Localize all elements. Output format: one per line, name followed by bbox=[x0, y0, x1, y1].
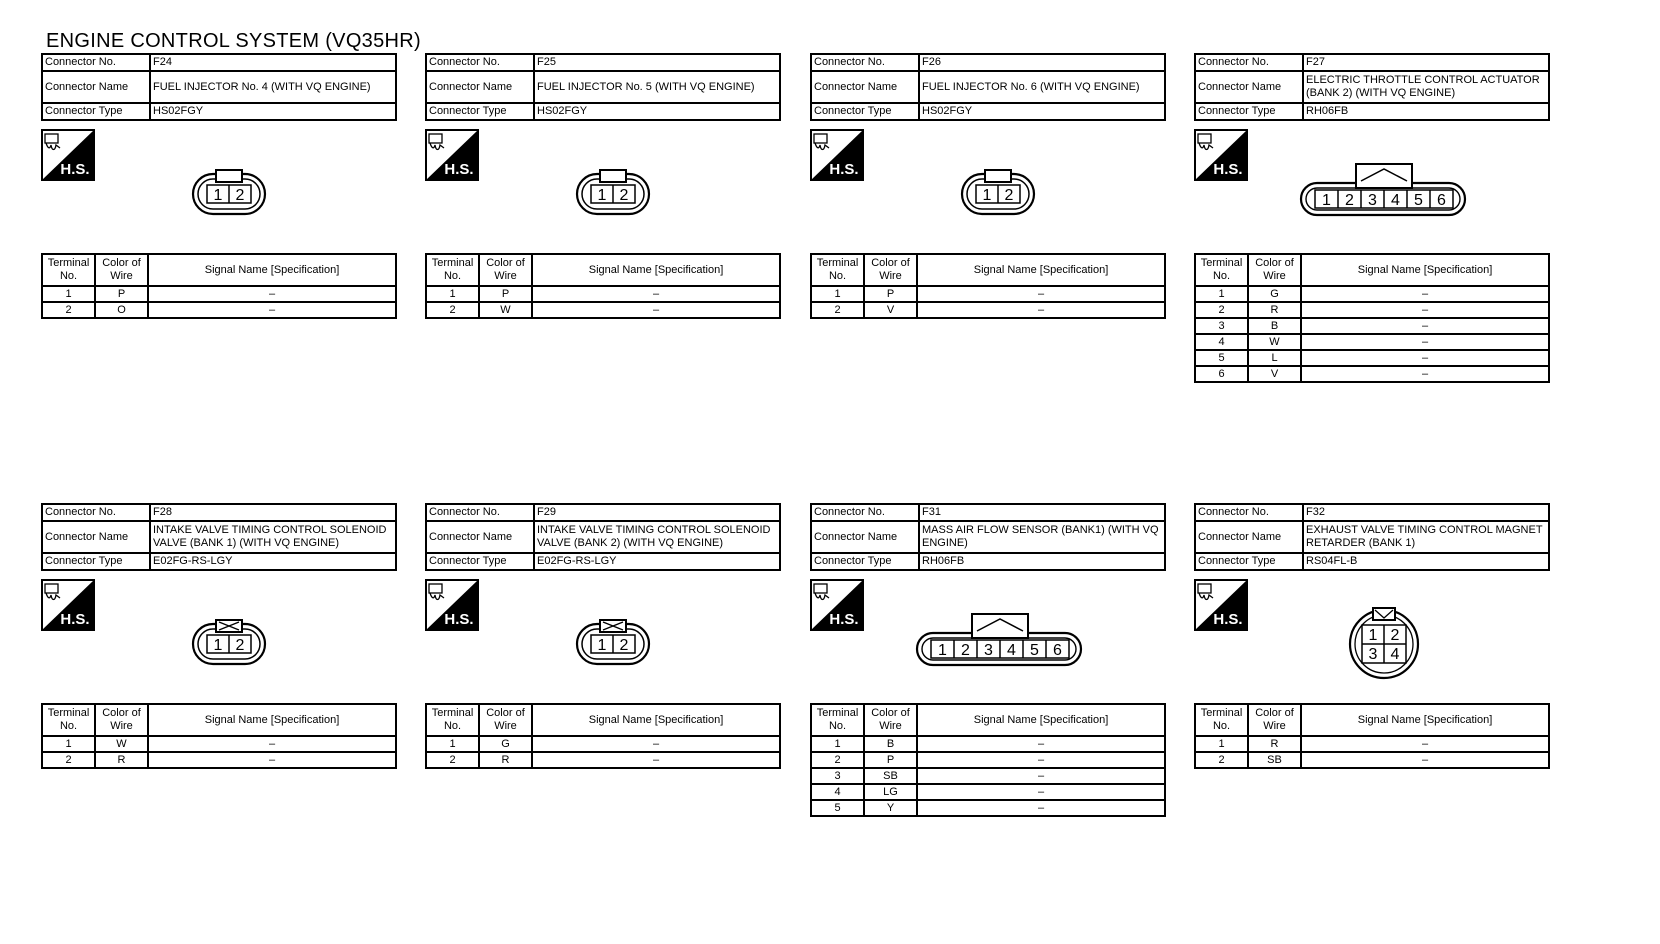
wire-color: R bbox=[1248, 736, 1301, 752]
signal-name: – bbox=[1301, 286, 1549, 302]
signal-name: – bbox=[532, 752, 780, 768]
terminal-table bbox=[41, 703, 397, 769]
terminal-table-header bbox=[42, 704, 396, 736]
terminal-no: 1 bbox=[811, 736, 864, 752]
connector-header-table bbox=[41, 53, 397, 121]
harness-side-icon bbox=[810, 579, 864, 631]
connector-no-label: Connector No. bbox=[426, 504, 534, 521]
table-row bbox=[811, 784, 1165, 800]
pin-number: 5 bbox=[1414, 192, 1423, 209]
col-color-header: Color of Wire bbox=[479, 704, 532, 736]
connector-name-label: Connector Name bbox=[1195, 71, 1303, 103]
terminal-no: 2 bbox=[426, 302, 479, 318]
pin-number: 2 bbox=[235, 187, 245, 204]
table-row bbox=[1195, 318, 1549, 334]
table-row bbox=[1195, 736, 1549, 752]
table-row bbox=[1195, 366, 1549, 382]
wire-color: P bbox=[864, 752, 917, 768]
terminal-table bbox=[425, 253, 781, 319]
signal-name: – bbox=[148, 752, 396, 768]
pin-number: 2 bbox=[1390, 627, 1400, 644]
table-row bbox=[1195, 302, 1549, 318]
terminal-no: 1 bbox=[1195, 736, 1248, 752]
connector-no-value: F32 bbox=[1303, 504, 1549, 521]
pin-number: 1 bbox=[213, 187, 223, 204]
signal-name: – bbox=[532, 286, 780, 302]
connector-block-f24 bbox=[41, 53, 397, 393]
table-row bbox=[1195, 334, 1549, 350]
wire-color: W bbox=[1248, 334, 1301, 350]
connector-header-table bbox=[41, 503, 397, 571]
connector-block-f28 bbox=[41, 503, 397, 843]
pin-number: 2 bbox=[619, 637, 629, 654]
connector-block-f29 bbox=[425, 503, 781, 843]
pin-number: 1 bbox=[938, 642, 947, 659]
wire-color: L bbox=[1248, 350, 1301, 366]
col-color-header: Color of Wire bbox=[1248, 704, 1301, 736]
hs-label: H.S. bbox=[829, 611, 859, 628]
pin-number: 6 bbox=[1437, 192, 1446, 209]
col-signal-header: Signal Name [Specification] bbox=[917, 254, 1165, 286]
col-color-header: Color of Wire bbox=[864, 254, 917, 286]
col-terminal-header: Terminal No. bbox=[1195, 254, 1248, 286]
terminal-no: 2 bbox=[811, 752, 864, 768]
table-row bbox=[42, 302, 396, 318]
connector-no-value: F28 bbox=[150, 504, 396, 521]
connector-name-value: ELECTRIC THROTTLE CONTROL ACTUATOR (BANK 2) (WITH VQ ENGINE) bbox=[1303, 71, 1549, 103]
col-terminal-header: Terminal No. bbox=[811, 704, 864, 736]
connector-block-f32 bbox=[1194, 503, 1550, 843]
connector-face-diagram bbox=[960, 157, 1040, 217]
signal-name: – bbox=[1301, 334, 1549, 350]
signal-name: – bbox=[917, 736, 1165, 752]
wire-color: B bbox=[1248, 318, 1301, 334]
terminal-no: 1 bbox=[1195, 286, 1248, 302]
wire-color: Y bbox=[864, 800, 917, 816]
harness-side-icon bbox=[41, 129, 95, 181]
connector-name-label: Connector Name bbox=[426, 71, 534, 103]
pin-number: 6 bbox=[1053, 642, 1062, 659]
wire-color: LG bbox=[864, 784, 917, 800]
connector-type-value: RH06FB bbox=[919, 553, 1165, 570]
connector-no-label: Connector No. bbox=[811, 504, 919, 521]
connector-face-diagram bbox=[1344, 601, 1424, 683]
col-signal-header: Signal Name [Specification] bbox=[1301, 704, 1549, 736]
table-row bbox=[426, 302, 780, 318]
pin-number: 5 bbox=[1030, 642, 1039, 659]
terminal-no: 1 bbox=[42, 736, 95, 752]
terminal-no: 2 bbox=[42, 302, 95, 318]
wire-color: V bbox=[864, 302, 917, 318]
connector-header-table bbox=[1194, 503, 1550, 571]
signal-name: – bbox=[917, 768, 1165, 784]
connector-no-label: Connector No. bbox=[42, 54, 150, 71]
harness-side-icon bbox=[1194, 579, 1248, 631]
pin-number: 4 bbox=[1390, 646, 1400, 663]
terminal-table bbox=[810, 703, 1166, 817]
connector-no-label: Connector No. bbox=[426, 54, 534, 71]
connector-name-value: MASS AIR FLOW SENSOR (BANK1) (WITH VQ ENGINE) bbox=[919, 521, 1165, 553]
col-color-header: Color of Wire bbox=[864, 704, 917, 736]
page-title: ENGINE CONTROL SYSTEM (VQ35HR) bbox=[46, 30, 421, 52]
connector-no-label: Connector No. bbox=[811, 54, 919, 71]
signal-name: – bbox=[148, 286, 396, 302]
col-signal-header: Signal Name [Specification] bbox=[532, 254, 780, 286]
connector-name-label: Connector Name bbox=[42, 521, 150, 553]
table-row bbox=[426, 286, 780, 302]
signal-name: – bbox=[1301, 736, 1549, 752]
hs-label: H.S. bbox=[1213, 611, 1243, 628]
hs-label: H.S. bbox=[829, 161, 859, 178]
connector-name-label: Connector Name bbox=[42, 71, 150, 103]
terminal-table-header bbox=[42, 254, 396, 286]
wire-color: P bbox=[864, 286, 917, 302]
col-terminal-header: Terminal No. bbox=[426, 254, 479, 286]
signal-name: – bbox=[1301, 350, 1549, 366]
pin-number: 1 bbox=[1322, 192, 1331, 209]
signal-name: – bbox=[1301, 752, 1549, 768]
wire-color: P bbox=[479, 286, 532, 302]
pin-number: 1 bbox=[213, 637, 223, 654]
pin-number: 1 bbox=[597, 187, 607, 204]
connector-type-label: Connector Type bbox=[1195, 553, 1303, 570]
connector-block-f31 bbox=[810, 503, 1166, 843]
table-row bbox=[42, 286, 396, 302]
col-terminal-header: Terminal No. bbox=[1195, 704, 1248, 736]
connector-type-value: E02FG-RS-LGY bbox=[534, 553, 780, 570]
terminal-table-header bbox=[1195, 254, 1549, 286]
connector-name-label: Connector Name bbox=[811, 71, 919, 103]
connector-block-f26 bbox=[810, 53, 1166, 393]
hs-label: H.S. bbox=[444, 611, 474, 628]
connector-no-value: F29 bbox=[534, 504, 780, 521]
connector-type-value: HS02FGY bbox=[919, 103, 1165, 120]
harness-side-icon bbox=[810, 129, 864, 181]
table-row bbox=[1195, 286, 1549, 302]
pin-number: 3 bbox=[1368, 192, 1377, 209]
connector-type-label: Connector Type bbox=[42, 553, 150, 570]
pin-number: 2 bbox=[1004, 187, 1014, 204]
connector-type-value: RH06FB bbox=[1303, 103, 1549, 120]
col-color-header: Color of Wire bbox=[95, 254, 148, 286]
terminal-no: 4 bbox=[811, 784, 864, 800]
terminal-no: 3 bbox=[1195, 318, 1248, 334]
connector-block-f27 bbox=[1194, 53, 1550, 393]
terminal-table bbox=[1194, 253, 1550, 383]
connector-no-label: Connector No. bbox=[1195, 504, 1303, 521]
signal-name: – bbox=[1301, 366, 1549, 382]
signal-name: – bbox=[1301, 302, 1549, 318]
connector-header-table bbox=[810, 53, 1166, 121]
connector-name-label: Connector Name bbox=[811, 521, 919, 553]
connector-face-diagram bbox=[915, 607, 1085, 669]
terminal-no: 1 bbox=[426, 286, 479, 302]
connector-header-table bbox=[1194, 53, 1550, 121]
signal-name: – bbox=[148, 736, 396, 752]
wire-color: R bbox=[1248, 302, 1301, 318]
wire-color: O bbox=[95, 302, 148, 318]
terminal-table bbox=[1194, 703, 1550, 769]
terminal-no: 2 bbox=[1195, 752, 1248, 768]
connector-name-value: FUEL INJECTOR No. 6 (WITH VQ ENGINE) bbox=[919, 71, 1165, 103]
wire-color: G bbox=[1248, 286, 1301, 302]
table-row bbox=[42, 736, 396, 752]
connector-face-diagram bbox=[575, 157, 655, 217]
signal-name: – bbox=[1301, 318, 1549, 334]
terminal-table-header bbox=[811, 704, 1165, 736]
connector-name-value: INTAKE VALVE TIMING CONTROL SOLENOID VALVE (BANK 1) (WITH VQ ENGINE) bbox=[150, 521, 396, 553]
col-signal-header: Signal Name [Specification] bbox=[532, 704, 780, 736]
col-signal-header: Signal Name [Specification] bbox=[917, 704, 1165, 736]
table-row bbox=[1195, 752, 1549, 768]
hs-label: H.S. bbox=[60, 611, 90, 628]
hs-label: H.S. bbox=[1213, 161, 1243, 178]
signal-name: – bbox=[917, 800, 1165, 816]
terminal-table-header bbox=[811, 254, 1165, 286]
terminal-table bbox=[41, 253, 397, 319]
connector-no-value: F27 bbox=[1303, 54, 1549, 71]
connector-type-label: Connector Type bbox=[426, 553, 534, 570]
connector-header-table bbox=[810, 503, 1166, 571]
col-terminal-header: Terminal No. bbox=[42, 704, 95, 736]
connector-no-label: Connector No. bbox=[42, 504, 150, 521]
table-row bbox=[811, 302, 1165, 318]
connector-face-diagram bbox=[191, 157, 271, 217]
table-row bbox=[811, 736, 1165, 752]
col-signal-header: Signal Name [Specification] bbox=[148, 254, 396, 286]
harness-side-icon bbox=[425, 129, 479, 181]
connector-type-value: HS02FGY bbox=[534, 103, 780, 120]
terminal-table bbox=[425, 703, 781, 769]
wire-color: SB bbox=[1248, 752, 1301, 768]
connector-name-value: FUEL INJECTOR No. 4 (WITH VQ ENGINE) bbox=[150, 71, 396, 103]
wire-color: R bbox=[479, 752, 532, 768]
wire-color: V bbox=[1248, 366, 1301, 382]
signal-name: – bbox=[917, 784, 1165, 800]
pin-number: 2 bbox=[619, 187, 629, 204]
connector-face-diagram bbox=[1299, 157, 1469, 219]
connector-no-value: F24 bbox=[150, 54, 396, 71]
connector-header-table bbox=[425, 53, 781, 121]
col-color-header: Color of Wire bbox=[479, 254, 532, 286]
signal-name: – bbox=[917, 302, 1165, 318]
connector-no-label: Connector No. bbox=[1195, 54, 1303, 71]
col-color-header: Color of Wire bbox=[95, 704, 148, 736]
terminal-no: 2 bbox=[426, 752, 479, 768]
table-row bbox=[426, 736, 780, 752]
col-signal-header: Signal Name [Specification] bbox=[1301, 254, 1549, 286]
pin-number: 2 bbox=[1345, 192, 1354, 209]
pin-number: 1 bbox=[1368, 627, 1378, 644]
col-terminal-header: Terminal No. bbox=[426, 704, 479, 736]
col-signal-header: Signal Name [Specification] bbox=[148, 704, 396, 736]
signal-name: – bbox=[148, 302, 396, 318]
connector-type-label: Connector Type bbox=[811, 103, 919, 120]
hs-label: H.S. bbox=[60, 161, 90, 178]
connector-type-label: Connector Type bbox=[1195, 103, 1303, 120]
wire-color: G bbox=[479, 736, 532, 752]
connector-type-value: RS04FL-B bbox=[1303, 553, 1549, 570]
table-row bbox=[1195, 350, 1549, 366]
connector-block-f25 bbox=[425, 53, 781, 393]
table-row bbox=[811, 752, 1165, 768]
terminal-no: 5 bbox=[811, 800, 864, 816]
connector-type-label: Connector Type bbox=[811, 553, 919, 570]
connector-name-label: Connector Name bbox=[1195, 521, 1303, 553]
pin-number: 3 bbox=[984, 642, 993, 659]
terminal-table-header bbox=[426, 254, 780, 286]
terminal-no: 2 bbox=[1195, 302, 1248, 318]
signal-name: – bbox=[532, 736, 780, 752]
pin-number: 4 bbox=[1391, 192, 1400, 209]
wire-color: W bbox=[479, 302, 532, 318]
terminal-table-header bbox=[1195, 704, 1549, 736]
signal-name: – bbox=[917, 752, 1165, 768]
terminal-no: 4 bbox=[1195, 334, 1248, 350]
terminal-no: 1 bbox=[426, 736, 479, 752]
col-color-header: Color of Wire bbox=[1248, 254, 1301, 286]
col-terminal-header: Terminal No. bbox=[811, 254, 864, 286]
pin-number: 1 bbox=[597, 637, 607, 654]
connector-type-value: HS02FGY bbox=[150, 103, 396, 120]
terminal-table-header bbox=[426, 704, 780, 736]
col-terminal-header: Terminal No. bbox=[42, 254, 95, 286]
terminal-no: 3 bbox=[811, 768, 864, 784]
table-row bbox=[811, 768, 1165, 784]
terminal-no: 5 bbox=[1195, 350, 1248, 366]
connector-name-value: FUEL INJECTOR No. 5 (WITH VQ ENGINE) bbox=[534, 71, 780, 103]
wire-color: B bbox=[864, 736, 917, 752]
connector-name-value: EXHAUST VALVE TIMING CONTROL MAGNET RETARDER (BANK 1) bbox=[1303, 521, 1549, 553]
hs-label: H.S. bbox=[444, 161, 474, 178]
connector-face-diagram bbox=[191, 607, 271, 667]
connector-face-diagram bbox=[575, 607, 655, 667]
table-row bbox=[811, 286, 1165, 302]
connector-name-label: Connector Name bbox=[426, 521, 534, 553]
connector-no-value: F26 bbox=[919, 54, 1165, 71]
table-row bbox=[811, 800, 1165, 816]
connector-no-value: F31 bbox=[919, 504, 1165, 521]
signal-name: – bbox=[532, 302, 780, 318]
table-row bbox=[42, 752, 396, 768]
wire-color: R bbox=[95, 752, 148, 768]
terminal-no: 6 bbox=[1195, 366, 1248, 382]
wire-color: P bbox=[95, 286, 148, 302]
terminal-table bbox=[810, 253, 1166, 319]
harness-side-icon bbox=[1194, 129, 1248, 181]
terminal-no: 1 bbox=[42, 286, 95, 302]
pin-number: 3 bbox=[1368, 646, 1378, 663]
table-row bbox=[426, 752, 780, 768]
connector-no-value: F25 bbox=[534, 54, 780, 71]
harness-side-icon bbox=[41, 579, 95, 631]
connector-type-label: Connector Type bbox=[426, 103, 534, 120]
pin-number: 1 bbox=[982, 187, 992, 204]
terminal-no: 2 bbox=[811, 302, 864, 318]
harness-side-icon bbox=[425, 579, 479, 631]
signal-name: – bbox=[917, 286, 1165, 302]
connector-type-label: Connector Type bbox=[42, 103, 150, 120]
pin-number: 4 bbox=[1007, 642, 1016, 659]
pin-number: 2 bbox=[961, 642, 970, 659]
connector-type-value: E02FG-RS-LGY bbox=[150, 553, 396, 570]
terminal-no: 1 bbox=[811, 286, 864, 302]
pin-number: 2 bbox=[235, 637, 245, 654]
wire-color: W bbox=[95, 736, 148, 752]
wire-color: SB bbox=[864, 768, 917, 784]
connector-header-table bbox=[425, 503, 781, 571]
connector-name-value: INTAKE VALVE TIMING CONTROL SOLENOID VALVE (BANK 2) (WITH VQ ENGINE) bbox=[534, 521, 780, 553]
terminal-no: 2 bbox=[42, 752, 95, 768]
